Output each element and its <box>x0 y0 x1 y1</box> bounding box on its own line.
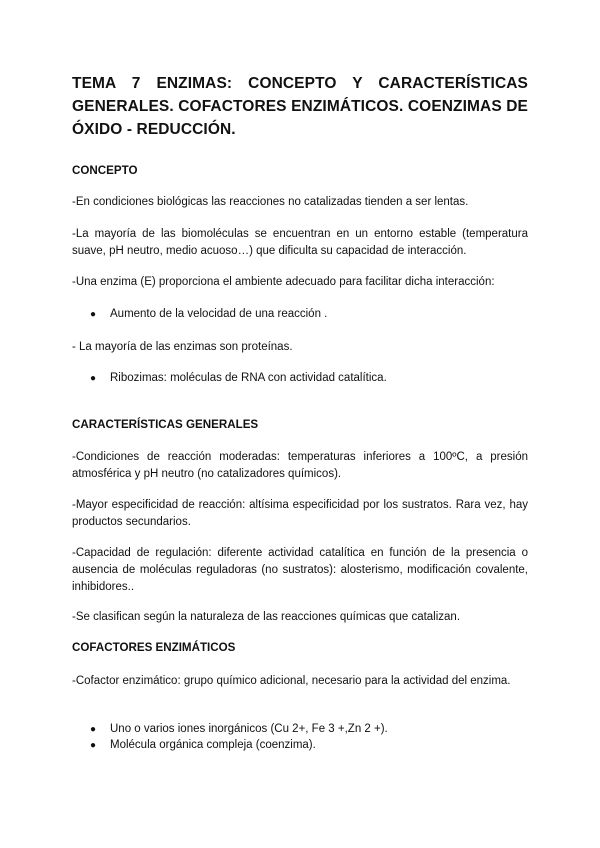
list-item <box>90 370 387 387</box>
paragraph: -Se clasifican según la naturaleza de las reacciones químicas que catalizan. <box>72 611 461 623</box>
paragraph: -La mayoría de las biomoléculas se encuentran en un entorno estable (temperatura suave, pH neutro, medio acuoso…) que dificulta su capacidad de interacción. <box>72 228 528 257</box>
paragraph: -Cofactor enzimático: grupo químico adicional, necesario para la actividad del enzima. <box>72 675 511 687</box>
bullet-icon: ● <box>90 309 97 320</box>
list-item <box>90 737 316 754</box>
list-item <box>90 721 388 738</box>
section-heading-caracteristicas: CARACTERÍSTICAS GENERALES <box>72 418 259 431</box>
paragraph: -Una enzima (E) proporciona el ambiente adecuado para facilitar dicha interacción: <box>72 276 495 288</box>
list-item-text: Molécula orgánica compleja (coenzima). <box>110 739 316 751</box>
paragraph: -Mayor especificidad de reacción: altísima especificidad por los sustratos. Rara vez, hay productos secundarios. <box>72 499 528 528</box>
list-item-text: Aumento de la velocidad de una reacción . <box>110 308 328 320</box>
list-item-text: Ribozimas: moléculas de RNA con actividad catalítica. <box>110 372 387 384</box>
bullet-icon: ● <box>90 724 97 735</box>
list-item <box>90 306 327 323</box>
page-title: TEMA 7 ENZIMAS: CONCEPTO Y CARACTERÍSTICAS GENERALES. COFACTORES ENZIMÁTICOS. COENZIMAS DE ÓXIDO - REDUCCIÓN. <box>72 75 528 138</box>
bullet-icon: ● <box>90 740 97 751</box>
paragraph: -Capacidad de regulación: diferente actividad catalítica en función de la presencia o ausencia de moléculas reguladoras (no sustratos): alosterismo, modificación covalente, inhibidores.. <box>72 547 528 593</box>
paragraph: - La mayoría de las enzimas son proteínas. <box>72 341 293 353</box>
section-heading-cofactores: COFACTORES ENZIMÁTICOS <box>72 641 236 654</box>
paragraph: -Condiciones de reacción moderadas: temperaturas inferiores a 100ºC, a presión atmosférica y pH neutro (no catalizadores químicos). <box>72 451 528 480</box>
section-heading-concepto: CONCEPTO <box>72 164 138 177</box>
bullet-icon: ● <box>90 373 97 384</box>
list-item-text: Uno o varios iones inorgánicos (Cu 2+, Fe 3 +,Zn 2 +). <box>110 723 388 735</box>
paragraph: -En condiciones biológicas las reacciones no catalizadas tienden a ser lentas. <box>72 196 469 208</box>
